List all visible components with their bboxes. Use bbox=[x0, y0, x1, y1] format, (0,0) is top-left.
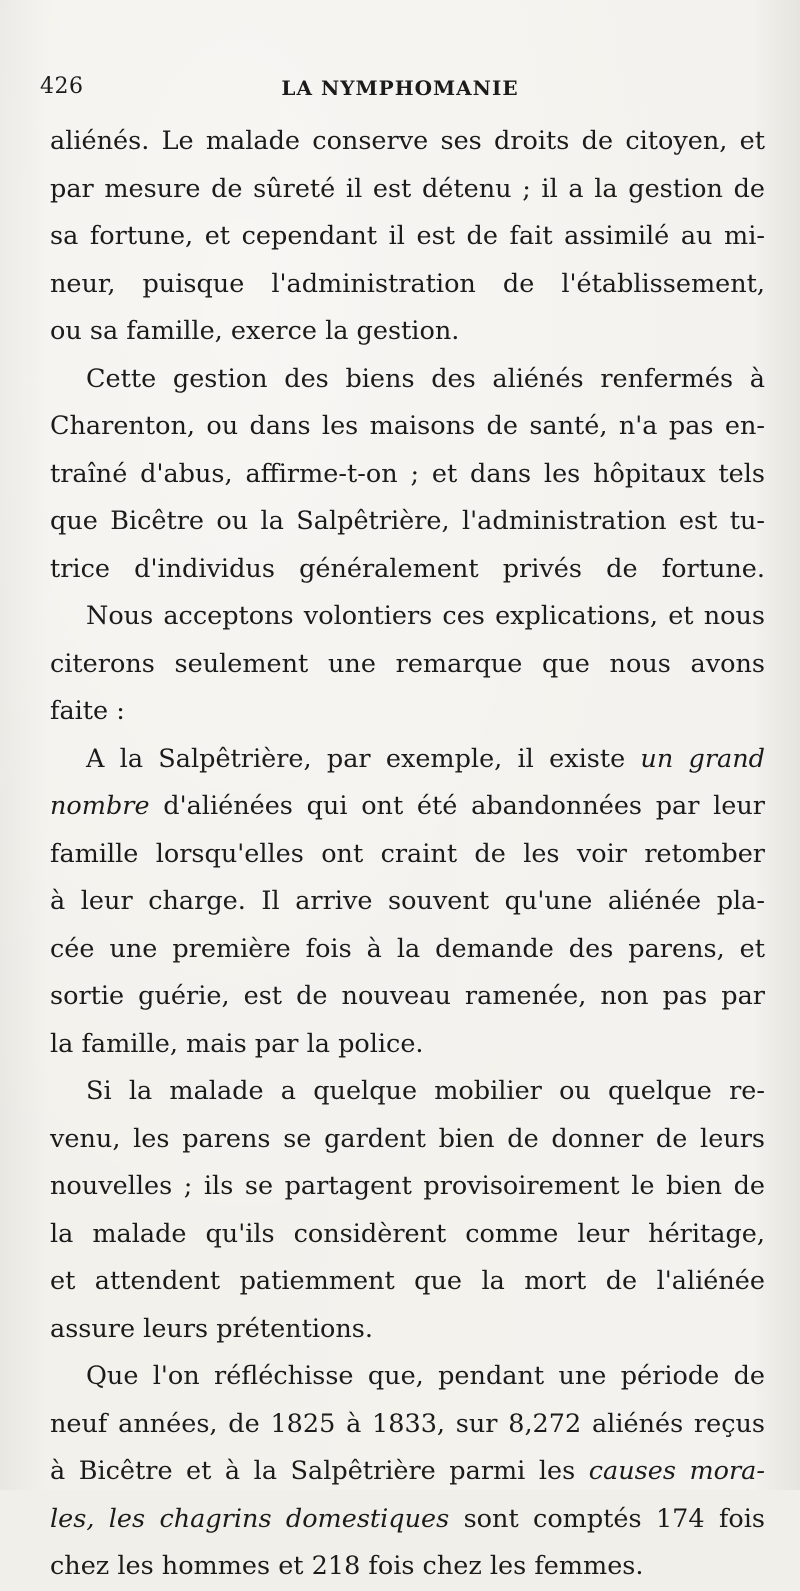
text-line: à leur charge. Il arrive souvent qu'une aliénée pla- bbox=[50, 886, 765, 916]
text-line: et attendent patiemment que la mort de l'aliénée bbox=[50, 1266, 765, 1296]
text-line bbox=[50, 783, 765, 831]
text-line: assure leurs prétentions. bbox=[50, 1313, 373, 1344]
text-line: neuf années, de 1825 à 1833, sur 8,272 aliénés reçus bbox=[50, 1408, 765, 1439]
text-line: Cette gestion des biens des aliénés renfermés à bbox=[86, 363, 765, 394]
text-segment: d'aliénées qui ont été abandonnées par leur bbox=[149, 791, 765, 821]
text-line bbox=[50, 1496, 765, 1544]
text-line: famille lorsqu'elles ont craint de les voir retomber bbox=[50, 838, 765, 869]
text-line: venu, les parens se gardent bien de donner de leurs bbox=[50, 1123, 765, 1154]
text-line: nouvelles ; ils se partagent provisoirement le bien de bbox=[50, 1171, 765, 1201]
text-line: Si la malade a quelque mobilier ou quelque re- bbox=[86, 1076, 765, 1106]
page-header bbox=[40, 74, 760, 104]
text-line: faite : bbox=[50, 696, 125, 726]
text-line: sa fortune, et cependant il est de fait assimilé au mi- bbox=[50, 221, 765, 251]
running-title: LA NYMPHOMANIE bbox=[281, 76, 519, 100]
text-line bbox=[50, 1448, 765, 1496]
text-line: la malade qu'ils considèrent comme leur héritage, bbox=[50, 1218, 765, 1249]
text-line: la famille, mais par la police. bbox=[50, 1028, 424, 1059]
italic-text: nombre bbox=[50, 791, 150, 821]
text-line: Que l'on réfléchisse que, pendant une période de bbox=[86, 1361, 765, 1391]
text-line: trice d'individus généralement privés de fortune. bbox=[50, 553, 765, 584]
text-segment: à Bicêtre et à la Salpêtrière parmi les bbox=[50, 1456, 589, 1486]
text-line: neur, puisque l'administration de l'établissement, bbox=[50, 268, 765, 299]
text-line: citerons seulement une remarque que nous avons bbox=[50, 648, 765, 679]
text-line: que Bicêtre ou la Salpêtrière, l'administration est tu- bbox=[50, 506, 765, 536]
text-line: traîné d'abus, affirme-t-on ; et dans les hôpitaux tels bbox=[50, 458, 765, 489]
text-line: Charenton, ou dans les maisons de santé, n'a pas en- bbox=[50, 411, 765, 441]
text-line: par mesure de sûreté il est détenu ; il a la gestion de bbox=[50, 173, 765, 204]
page-number: 426 bbox=[40, 74, 84, 99]
text-line: sortie guérie, est de nouveau ramenée, non pas par bbox=[50, 981, 765, 1011]
text-line: ou sa famille, exerce la gestion. bbox=[50, 316, 460, 346]
text-line: Nous acceptons volontiers ces explications, et nous bbox=[86, 601, 765, 631]
text-line bbox=[50, 736, 765, 784]
italic-text: un grand bbox=[640, 743, 765, 774]
text-line: cée une première fois à la demande des parens, et bbox=[50, 933, 765, 964]
italic-text: les, les chagrins domestiques bbox=[50, 1503, 450, 1534]
text-line: chez les hommes et 218 fois chez les femmes. bbox=[50, 1551, 644, 1581]
body-text bbox=[50, 118, 765, 1591]
text-segment: A la Salpêtrière, par exemple, il existe bbox=[86, 743, 641, 774]
italic-text: causes mora- bbox=[588, 1456, 765, 1486]
text-segment: sont comptés 174 fois bbox=[449, 1503, 765, 1534]
text-line: aliénés. Le malade conserve ses droits de citoyen, et bbox=[50, 126, 765, 156]
